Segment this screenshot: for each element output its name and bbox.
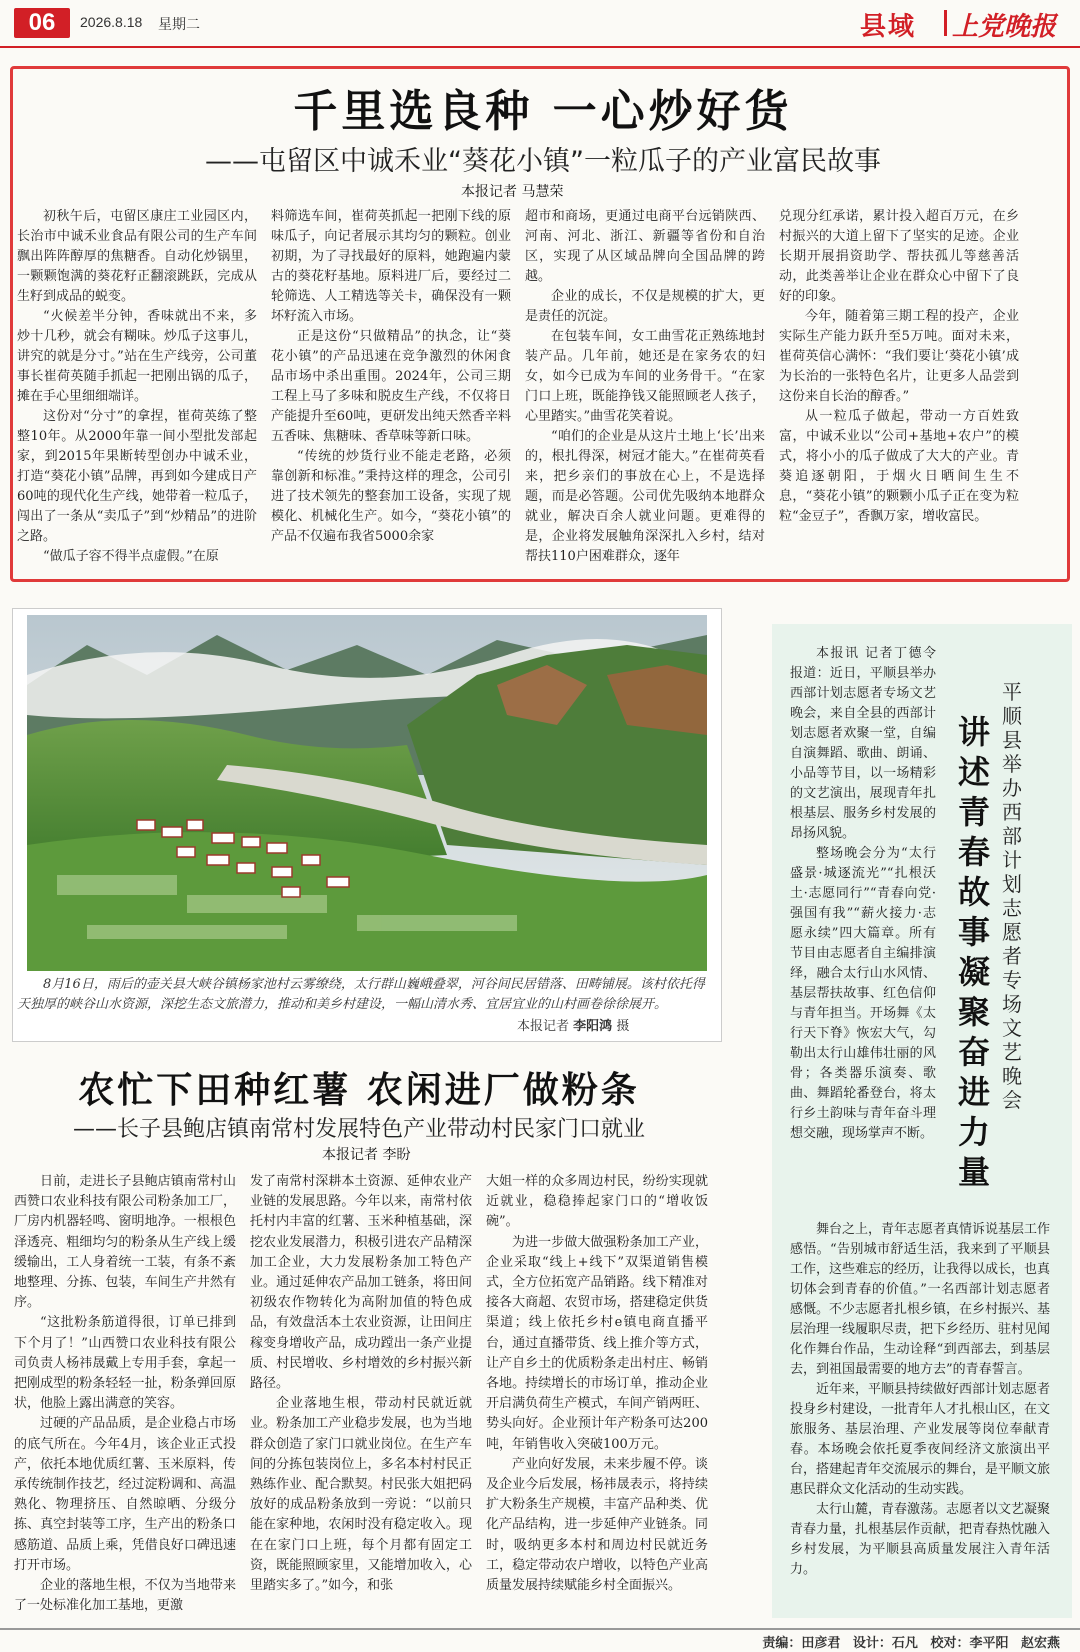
section-divider — [944, 10, 947, 36]
section-name: 县域 — [860, 12, 917, 42]
paragraph: “火候差半分钟，香味就出不来，多炒十几秒，就会有糊味。炒瓜子这事儿，讲究的就是分寸。”站在生产线旁，公司董事长崔荷英随手抓起一把刚出锅的瓜子，摊在手心里细细端详。 — [17, 309, 257, 404]
photo-caption: 8月16日，雨后的壶关县大峡谷镇杨家池村云雾缭绕，太行群山巍峨叠翠，河谷间民居错落、田畴铺展。该村依托得天独厚的峡谷山水资源，深挖生态文旅潜力，推动和美乡村建设，一幅山清水秀、宜居宜业的山村画卷徐徐展开。 — [17, 977, 705, 1012]
paragraph: 整场晚会分为“太行盛景·城逐流光”“扎根沃土·志愿同行”“青春向党·强国有我”“薪火接力·志愿永续”四大篇章。所有节目由志愿者自主编排演绎，融合太行山水风情、基层帮扶故事、红色信仰与青年担当。开场舞《太行天下脊》恢宏大气，勾勒出太行山雄伟壮丽的风骨；各类器乐演奏、歌曲、舞蹈轮番登台，将太行乡土韵味与青年奋斗理想交融，现场掌声不断。 — [790, 846, 936, 1141]
paragraph: 日前，走进长子县鲍店镇南常村山西赞口农业科技有限公司粉条加工厂，厂房内机器轻鸣、窗明地净。一根根色泽透亮、粗细均匀的粉条从生产线上缓缓输出，工人身着统一工装，有条不紊地整理、分拣、包装，车间生产井然有序。 — [14, 1174, 236, 1311]
photo-credit-name: 李阳鸿 — [573, 1019, 613, 1034]
page-number: 06 — [14, 8, 70, 38]
paragraph: “这批粉条筋道得很，订单已排到下个月了！”山西赞口农业科技有限公司负责人杨祎晟戴上专用手套，拿起一把刚成型的粉条轻轻一扯，粉条弹回原状，他脸上露出满意的笑容。 — [14, 1315, 236, 1412]
photo-credit-suffix: 摄 — [616, 1019, 630, 1034]
sidebar-bottom-column — [790, 1220, 1050, 1616]
lead-article-subtitle: ——屯留区中诚禾业“葵花小镇”一粒瓜子的产业富民故事 — [205, 146, 881, 177]
second-article-column-1 — [14, 1172, 236, 1622]
lead-article-column-2 — [271, 207, 511, 577]
photo-credit — [517, 1015, 629, 1034]
lead-article-column-4 — [779, 207, 1019, 577]
editor-name: 田彦君 — [801, 1636, 841, 1651]
paragraph: 企业落地生根，带动村民就近就业。粉条加工产业稳步发展，也为当地群众创造了家门口就业岗位。在生产车间的分拣包装岗位上，多名本村村民正熟练作业、配合默契。村民张大姐把码放好的成品粉条放到一旁说：“以前只能在家种地，农闲时没有稳定收入。现在在家门口上班，每个月都有固定工资，既能照顾家里，又能增加收入，心里踏实多了。”如今，和张 — [250, 1396, 472, 1594]
paragraph: 企业的落地生根，不仅为当地带来了一处标准化加工基地，更激 — [14, 1578, 236, 1614]
issue-weekday: 星期二 — [158, 16, 200, 32]
second-article-title: 农忙下田种红薯 农闲进厂做粉条 — [78, 1070, 640, 1111]
lead-article-title: 千里选良种 一心炒好货 — [293, 86, 793, 137]
lead-article-column-1 — [17, 207, 257, 577]
lead-article — [10, 66, 1070, 582]
paragraph: 发了南常村深耕本土资源、延伸农业产业链的发展思路。今年以来，南常村依托村内丰富的红薯、玉米种植基础，深挖农业发展潜力，积极引进农产品精深加工企业，大力发展粉条加工特色产业。通过延伸农产品加工链条，将田间初级农作物转化为高附加值的特色成品，有效盘活本土农业资源，让田间庄稼变身增收产品，成功蹚出一条产业提质、村民增收、乡村增效的乡村振兴新路径。 — [250, 1174, 472, 1392]
footer-rule — [0, 1628, 1080, 1630]
second-article-subtitle: ——长子县鲍店镇南常村发展特色产业带动村民家门口就业 — [72, 1117, 645, 1142]
paragraph: 大姐一样的众多周边村民，纷纷实现就近就业，稳稳捧起家门口的“增收饭碗”。 — [486, 1174, 708, 1230]
paragraph: 兑现分红承诺，累计投入超百万元，在乡村振兴的大道上留下了坚实的足迹。企业长期开展捐资助学、帮扶孤儿等慈善活动，此类善举让企业在群众心中留下了良好的印象。 — [779, 209, 1019, 304]
paragraph: 为进一步做大做强粉条加工产业，企业采取“线上+线下”双渠道销售模式，全方位拓宽产品销路。线下精准对接各大商超、农贸市场，搭建稳定供货渠道；线上依托乡村e镇电商直播平台，通过直播带货、线上推介等方式，让产自乡土的优质粉条走出村庄、畅销各地。持续增长的市场订单，推动企业开启满负荷生产模式，车间产销两旺、势头向好。企业预计年产粉条可达200吨，年销售收入突破100万元。 — [486, 1234, 708, 1452]
paragraph: 初秋午后，屯留区康庄工业园区内，长治市中诚禾业食品有限公司的生产车间飘出阵阵醇厚的焦糖香。自动化炒锅里，一颗颗饱满的葵花籽正翻滚跳跃，完成从生籽到成品的蜕变。 — [17, 209, 257, 304]
paragraph: 太行山麓，青春激荡。志愿者以文艺凝聚青春力量，扎根基层作贡献，把青春热忱融入乡村发展，为平顺县高质量发展注入青年活力。 — [790, 1502, 1050, 1577]
second-article-byline: 本报记者 李盼 — [322, 1147, 411, 1163]
sidebar-vertical-subtitle: 平顺县举办西部计划志愿者专场文艺晚会 — [1002, 680, 1022, 1112]
mountain-village-photo — [27, 615, 707, 971]
paragraph: 今年，随着第三期工程的投产，企业实际生产能力跃升至5万吨。面对未来，崔荷英信心满怀：“我们要让‘葵花小镇’成为长治的一张特色名片，让更多人品尝到这份来自长治的醇香。” — [779, 309, 1019, 404]
second-article-column-3 — [486, 1172, 708, 1622]
designer-name: 石凡 — [891, 1636, 918, 1651]
paragraph: “做瓜子容不得半点虚假。”在原 — [43, 549, 219, 564]
paragraph: 在包装车间，女工曲雪花正熟练地封装产品。几年前，她还是在家务农的妇女，如今已成为车间的业务骨干。“在家门口上班，既能挣钱又能照顾老人孩子，心里踏实。”曲雪花笑着说。 — [525, 329, 765, 424]
page-footer — [0, 1632, 1060, 1651]
landscape-photo-frame — [12, 608, 722, 1042]
paragraph: “咱们的企业是从这片土地上‘长’出来的，根扎得深，树冠才能大。”在崔荷英看来，把乡亲们的事放在心上，不是选择题，而是必答题。公司优先吸纳本地群众就业，解决百余人就业问题。更难得的是，企业将发展触角深深扎入乡村，结对帮扶110户困难群众，逐年 — [525, 429, 765, 564]
proofreader-label: 校对： — [930, 1636, 970, 1651]
paragraph: 这份对“分寸”的拿捏，崔荷英练了整整10年。从2000年靠一间小型批发部起家，到2015年果断转型创办中诚禾业，打造“葵花小镇”品牌，再到如今建成日产60吨的现代化生产线，她带着一粒瓜子，闯出了一条从“卖瓜子”到“炒精品”的进阶之路。 — [17, 409, 257, 544]
proofreader-names: 李平阳 赵宏燕 — [969, 1636, 1060, 1651]
newspaper-masthead: 上党晚报 — [952, 12, 1057, 42]
paragraph: 舞台之上，青年志愿者真情诉说基层工作感悟。“告别城市舒适生活，我来到了平顺县工作，这些难忘的经历，让我得以成长，也真切体会到青春的价值。”一名西部计划志愿者感慨。不少志愿者扎根乡镇，在乡村振兴、基层治理一线履职尽责，把下乡经历、驻村见闻化作舞台作品，生动诠释“到西部去，到基层去，到祖国最需要的地方去”的青春誓言。 — [790, 1222, 1050, 1377]
paragraph: 从一粒瓜子做起，带动一方百姓致富，中诚禾业以“公司+基地+农户”的模式，将小小的瓜子做成了大大的产业。青葵追逐朝阳，于烟火日晒间生生不息，“葵花小镇”的颗颗小瓜子正在变为粒粒“金豆子”，香飘万家，增收富民。 — [779, 409, 1019, 524]
editor-label: 责编： — [762, 1636, 802, 1651]
photo-credit-label: 本报记者 — [517, 1019, 570, 1034]
paragraph: 过硬的产品品质，是企业稳占市场的底气所在。今年4月，该企业正式投产，依托本地优质红薯、玉米原料，传承传统制作技艺，经过淀粉调和、高温熟化、物理挤压、自然晾晒、分级分拣、真空封装等工序，生产出的粉条口感筋道、品质上乘，凭借良好口碑迅速打开市场。 — [14, 1416, 236, 1573]
paragraph: “传统的炒货行业不能走老路，必须靠创新和标准。”秉持这样的理念，公司引进了技术领先的整套加工设备，实现了规模化、机械化生产。如今，“葵花小镇”的产品不仅遍布我省5000余家 — [271, 449, 511, 544]
sidebar-vertical-title: 讲述青春故事 凝聚奋进力量 — [958, 713, 991, 1191]
lead-article-byline: 本报记者 马慧荣 — [461, 184, 564, 200]
paragraph: 本报讯 记者丁德令报道：近日，平顺县举办西部计划志愿者专场文艺晚会，来自全县的西部计划志愿者欢聚一堂，自编自演舞蹈、歌曲、朗诵、小品等节目，以一场精彩的文艺演出，展现青年扎根基层、服务乡村发展的昂扬风貌。 — [790, 646, 936, 841]
paragraph: 近年来，平顺县持续做好西部计划志愿者投身乡村建设，一批青年人才扎根山区，在文旅服务、基层治理、产业发展等岗位奉献青春。本场晚会依托夏季夜间经济文旅演出平台，搭建起青年交流展示的舞台，是平顺文旅惠民群众文化活动的生动实践。 — [790, 1382, 1050, 1497]
paragraph: 产业向好发展，未来步履不停。谈及企业今后发展，杨祎晟表示，将持续扩大粉条生产规模，丰富产品种类、优化产品结构，进一步延伸产业链条。同时，吸纳更多本村和周边村民就近务工，稳定带动农户增收，以特色产业高质量发展持续赋能乡村全面振兴。 — [486, 1456, 708, 1594]
paragraph: 超市和商场，更通过电商平台远销陕西、河南、河北、浙江、新疆等省份和自治区，实现了从区域品牌向全国品牌的跨越。 — [525, 209, 765, 284]
second-article-column-2 — [250, 1172, 472, 1622]
designer-label: 设计： — [852, 1636, 892, 1651]
sidebar-top-column — [790, 644, 936, 1216]
paragraph: 料筛选车间，崔荷英抓起一把刚下线的原味瓜子，向记者展示其均匀的颗粒。创业初期，为了寻找最好的原料，她跑遍内蒙古的葵花籽基地。原料进厂后，要经过二轮筛选、人工精选等关卡，确保没有一颗坏籽流入市场。 — [271, 209, 511, 324]
issue-date: 2026.8.18 — [80, 14, 143, 30]
paragraph: 企业的成长，不仅是规模的扩大，更是责任的沉淀。 — [525, 289, 765, 324]
lead-article-column-3 — [525, 207, 765, 577]
page-header — [0, 0, 1080, 44]
paragraph: 正是这份“只做精品”的执念，让“葵花小镇”的产品迅速在竞争激烈的休闲食品市场中杀出重围。2024年，公司三期工程上马了多味和脱皮生产线，不仅将日产能提升至60吨，更研发出纯天然香辛料五香味、焦糖味、香草味等新口味。 — [271, 329, 511, 444]
header-rule — [0, 46, 1080, 48]
